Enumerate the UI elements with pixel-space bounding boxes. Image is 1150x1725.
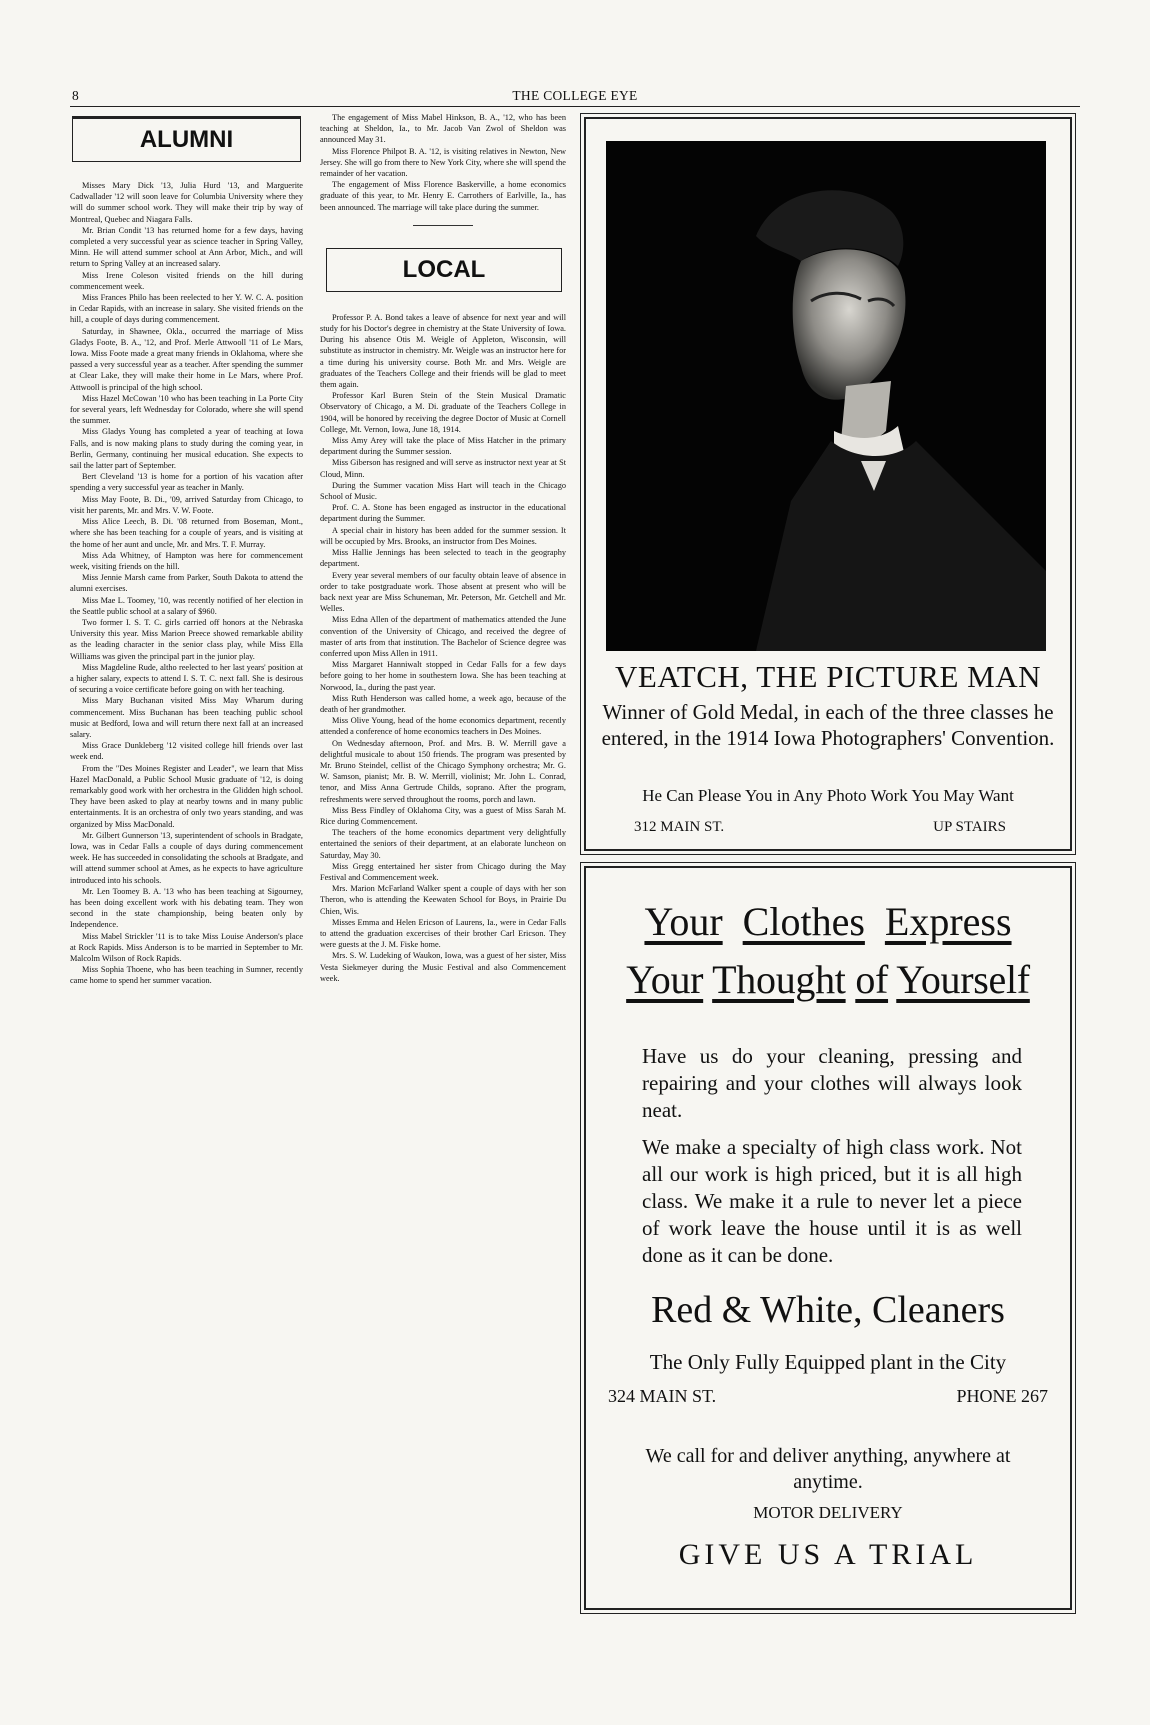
- veatch-please-text: He Can Please You in Any Photo Work You May Want: [642, 786, 1014, 805]
- article-paragraph: Every year several members of our faculty obtain leave of absence in order to take postgraduate work. Those absent at present who will be back next year are Miss Schuneman, Mr. Peterson, Mr. Getchell and Mr. Welles.: [320, 570, 566, 614]
- article-paragraph: Miss Margaret Hanniwalt stopped in Cedar Falls for a few days before going to her home in southestern Iowa. She has been teaching at Norwood, Ia., during the past year.: [320, 660, 566, 692]
- article-paragraph: Miss Frances Philo has been reelected to her Y. W. C. A. position in Cedar Rapids, with an increase in salary. She visited friends on the hill, a couple of days during commencement.: [70, 293, 303, 325]
- cleaners-call-text: We call for and deliver anything, anywhere at anytime.: [645, 1445, 1011, 1493]
- article-paragraph: Miss Alice Leech, B. Di. '08 returned from Boseman, Mont., where she has been teaching for a couple of years, and is visiting at the home of her aunt and uncle, Mr. and Mrs. T. F. Murray.: [70, 517, 303, 549]
- article-paragraph: Miss May Foote, B. Di., '09, arrived Saturday from Chicago, to visit her parents, Mr. and Mrs. V. W. Foote.: [70, 494, 303, 515]
- veatch-title: VEATCH, THE PICTURE MAN: [615, 659, 1041, 694]
- article-paragraph: Miss Irene Coleson visited friends on the hill during commencement week.: [70, 270, 303, 291]
- cleaners-advertisement: [584, 866, 1072, 1610]
- section-divider: [413, 225, 473, 226]
- newspaper-title: THE COLLEGE EYE: [512, 88, 638, 103]
- article-paragraph: Miss Olive Young, head of the home economics department, recently attended a conference of home economics teachers in Des Moines.: [320, 716, 566, 737]
- article-paragraph: Miss Mary Buchanan visited Miss May Wharum during commencement. Miss Buchanan has been teaching public school music at Bedford, Iowa and will return there next fall at an increased salary.: [70, 696, 303, 739]
- article-paragraph: Miss Jennie Marsh came from Parker, South Dakota to attend the alumni exercises.: [70, 573, 303, 594]
- article-paragraph: Prof. C. A. Stone has been engaged as instructor in the educational department during the Summer.: [320, 503, 566, 524]
- article-paragraph: Miss Sophia Thoene, who has been teaching in Sumner, recently came home to spend her summer vacation.: [70, 965, 303, 986]
- article-paragraph: Professor P. A. Bond takes a leave of absence for next year and will study for his Doctor's degree in chemistry at the State University of Iowa. During his absence Otis M. Weigle of Appleton, Wisconsin, will substitute as instructor in chemistry. Mr. Weigle was an instructor here for a time during his university course. Both Mr. and Mrs. Weigle are graduates of the Teachers College and their friends will be glad to meet them again.: [320, 312, 566, 390]
- article-paragraph: The teachers of the home economics department very delightfully entertained the seniors of their department, at an elaborate luncheon on Saturday, May 30.: [320, 828, 566, 860]
- cleaners-name: Red & White, Cleaners: [651, 1289, 1005, 1331]
- headline-word: Your: [626, 957, 704, 1002]
- cleaners-headline-2: [586, 956, 1070, 1003]
- article-paragraph: Miss Gladys Young has completed a year of teaching at Iowa Falls, and is now making plans to study during the coming year, in Berlin, Germany, continuing her musical education. She expects to sail the latter part of September.: [70, 427, 303, 471]
- local-heading: LOCAL: [326, 248, 562, 292]
- veatch-medal-text: Winner of Gold Medal, in each of the three classes he entered, in the 1914 Iowa Photographers' Convention.: [601, 700, 1055, 750]
- headline-word: Thought: [712, 957, 846, 1002]
- article-paragraph: Mr. Brian Condit '13 has returned home for a few days, having completed a very successful year as science teacher in Spring Valley, Minn. He will attend summer school at Ann Arbor, Mich., and will return to Spring Valley at an increased salary.: [70, 225, 303, 269]
- article-paragraph: Miss Hazel McCowan '10 who has been teaching in La Porte City for several years, left Wednesday for Colorado, where she will spend the summer.: [70, 393, 303, 426]
- article-paragraph: Miss Magdeline Rude, altho reelected to her last years' position at a higher salary, expects to attend I. S. T. C. next fall. She is desirous of securing a voice certificate before going on with her teaching.: [70, 662, 303, 695]
- cleaners-paragraph-2: We make a specialty of high class work. Not all our work is high priced, but it is all high class. We make it a rule to never let a piece of work leave the house until it is as well done as it can be done.: [642, 1135, 1022, 1267]
- article-paragraph: Miss Edna Allen of the department of mathematics attended the June convention of the University of Chicago, and received the degree of master of arts from that institution. The Bachelor of Science degree was conferred upon Miss Allen in 1911.: [320, 615, 566, 658]
- local-articles: [320, 312, 566, 984]
- headline-word: Your: [644, 899, 723, 944]
- cleaners-headline-1: [586, 898, 1070, 945]
- article-paragraph: Misses Mary Dick '13, Julia Hurd '13, and Marguerite Cadwallader '12 will soon leave for Columbia University where they will do summer school work. They will make their trip by way of Montreal, Quebec and Niagara Falls.: [70, 181, 303, 224]
- article-paragraph: Mr. Gilbert Gunnerson '13, superintendent of schools in Bradgate, Iowa, was in Cedar Falls a couple of days during commencement week. He has succeeded in consolidating the schools at Bradgate, and will attend summer school at Ames, as he expects to have agriculture introduced into his schools.: [70, 830, 303, 885]
- veatch-address: 312 MAIN ST.: [634, 819, 725, 835]
- article-paragraph: On Wednesday afternoon, Prof. and Mrs. B. W. Merrill gave a delightful musicale to about 150 friends. The program was presented by Mr. Bruno Steindel, cellist of the Chicago Symphony orchestra; Mr. G. W. Samson, pianist; Mr. B. W. Merrill, violinist; Mr. John L. Conrad, tenor, and Miss Anna Gertrude Childs, soprano. After the program, refreshments were served throughout the rooms, porch and lawn.: [320, 738, 566, 804]
- article-paragraph: Miss Amy Arey will take the place of Miss Hatcher in the primary department during the Summer session.: [320, 436, 566, 457]
- veatch-advertisement: [584, 117, 1072, 851]
- page-number: 8: [72, 88, 79, 103]
- alumni-articles: [70, 180, 303, 987]
- article-paragraph: The engagement of Miss Mabel Hinkson, B. A., '12, who has been teaching at Sheldon, Ia., to Mr. Jacob Van Zwol of Sheldon was announced May 31.: [320, 113, 566, 145]
- page-header: [70, 88, 1080, 107]
- veatch-upstairs: UP STAIRS: [933, 819, 1006, 835]
- article-paragraph: Miss Giberson has resigned and will serve as instructor next year at St Cloud, Minn.: [320, 458, 566, 479]
- article-paragraph: Miss Mae L. Toomey, '10, was recently notified of her election in the Seattle public school at a salary of $960.: [70, 595, 303, 616]
- headline-word: Express: [884, 899, 1012, 944]
- cleaners-tagline: The Only Fully Equipped plant in the City: [649, 1350, 1007, 1374]
- headline-word: of: [855, 957, 889, 1002]
- headline-word: Yourself: [896, 957, 1030, 1002]
- article-paragraph: Miss Mabel Strickler '11 is to take Miss Louise Anderson's place at Rock Rapids. Miss Anderson is to be married in September to Mr. Malcolm Wilson of Rock Rapids.: [70, 931, 303, 964]
- article-paragraph: Miss Ruth Henderson was called home, a week ago, because of the death of her grandmother.: [320, 693, 566, 714]
- portrait-photo: [606, 141, 1046, 651]
- article-paragraph: The engagement of Miss Florence Baskerville, a home economics graduate of this year, to Mr. Henry E. Carrothers of Earlville, Ia., has been announced. The marriage will take place during the summer.: [320, 180, 566, 212]
- article-paragraph: Professor Karl Buren Stein of the Stein Musical Dramatic Observatory of Chicago, a M. Di. graduate of the Teachers College in 1904, will be honored by receiving the degree Doctor of Music at Cornell College, Mt. Vernon, Iowa, June 18, 1914.: [320, 391, 566, 434]
- cleaners-phone: PHONE 267: [956, 1386, 1048, 1406]
- article-paragraph: Two former I. S. T. C. girls carried off honors at the Nebraska University this year. Miss Marion Preece showed remarkable ability as the leading character in the senior class play, while Miss Ella Williams was given the principal part in the junior play.: [70, 617, 303, 661]
- alumni-heading: ALUMNI: [72, 116, 301, 162]
- article-paragraph: Miss Florence Philpot B. A. '12, is visiting relatives in Newton, New Jersey. She will go from there to New York City, where she will spend the remainder of her vacation.: [320, 146, 566, 179]
- cleaners-address: 324 MAIN ST.: [608, 1386, 717, 1406]
- article-paragraph: Misses Emma and Helen Ericson of Laurens, Ia., were in Cedar Falls to attend the graduation excercises of their brother Carl Ericson. They were guests at the J. M. Fiske home.: [320, 917, 566, 950]
- article-paragraph: Bert Cleveland '13 is home for a portion of his vacation after spending a very successful year as teacher in Manly.: [70, 472, 303, 493]
- article-paragraph: Mrs. S. W. Ludeking of Waukon, Iowa, was a guest of her sister, Miss Vesta Siekmeyer during the Music Festival and also Commencement week.: [320, 951, 566, 983]
- cleaners-motor-delivery: MOTOR DELIVERY: [753, 1503, 903, 1522]
- article-paragraph: Miss Gregg entertained her sister from Chicago during the May Festival and Commencement week.: [320, 861, 566, 882]
- article-paragraph: Miss Grace Dunkleberg '12 visited college hill friends over last week end.: [70, 741, 303, 762]
- article-paragraph: Miss Bess Findley of Oklahoma City, was a guest of Miss Sarah M. Rice during Commencement.: [320, 805, 566, 826]
- cleaners-trial: GIVE US A TRIAL: [678, 1538, 978, 1571]
- article-paragraph: Miss Ada Whitney, of Hampton was here for commencement week, visiting friends on the hill.: [70, 550, 303, 571]
- article-paragraph: During the Summer vacation Miss Hart will teach in the Chicago School of Music.: [320, 480, 566, 502]
- alumni-column: [70, 112, 303, 1622]
- engagement-notices: [320, 112, 566, 213]
- article-paragraph: A special chair in history has been added for the summer session. It will be occupied by Mrs. Brooks, an instructor from Des Moines.: [320, 525, 566, 546]
- headline-word: Clothes: [742, 899, 865, 944]
- portrait-figure: [606, 141, 1046, 651]
- article-paragraph: Mr. Len Toomey B. A. '13 who has been teaching at Sigourney, has been doing excellent work with his debating team. They won second in the state championship, being beaten only by Independence.: [70, 886, 303, 930]
- article-paragraph: Saturday, in Shawnee, Okla., occurred the marriage of Miss Gladys Foote, B. A., '12, and Prof. Merle Attwooll '11 of Le Mars, Iowa. Miss Foote made a great many friends in Oklahoma, where she passed a very successful year as a teacher. After spending the summer at Clear Lake, they will make their home in Le Mars, where Prof. Attwooll is principal of the high school.: [70, 326, 303, 392]
- article-paragraph: Miss Hallie Jennings has been selected to teach in the geography department.: [320, 548, 566, 569]
- local-column: [320, 112, 566, 1622]
- cleaners-paragraph-1: Have us do your cleaning, pressing and repairing and your clothes will always look neat.: [642, 1044, 1022, 1122]
- article-paragraph: From the "Des Moines Register and Leader", we learn that Miss Hazel MacDonald, a Public School Music graduate of '12, is doing remarkably good work with her orchestra in the Glidden high school. They have been asked to play at nearby towns and in many public entertainments. It is an orchestra of only two years standing, and was organized by Miss MacDonald.: [70, 763, 303, 829]
- article-paragraph: Mrs. Marion McFarland Walker spent a couple of days with her son Theron, who is attending the Keewaten School for Boys, in Prairie Du Chien, Wis.: [320, 884, 566, 916]
